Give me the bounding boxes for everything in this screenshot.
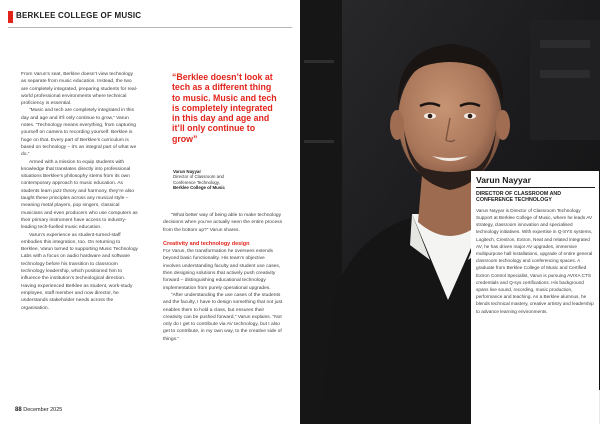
paragraph: For Varun, the transformation he oversees extends beyond basic functionality. His team’s objective involves understanding faculty and student use cases, then designing solutions that actively push creativity forward – distinguishing educational technology implementation from purely operational upgrades.: [163, 249, 281, 291]
quote-organisation: Berklee College of Music: [173, 185, 225, 191]
paragraph: Armed with a mission to equip students with knowledge that translates directly into professional situations Berklee’s philosophy stems from its own contemporary approach to music education. As students learn jazz theory and harmony, they’re also taught these principles across any musical style – meaning metal players, pop singers, classical musicians and even producers who use computers as their primary instrument have access to industry-leading tech-fuelled music education.: [21, 159, 138, 231]
issue-date: December 2025: [23, 407, 63, 413]
paragraph: From Varun’s seat, Berklee doesn’t view technology as separate from music education. Instead, the two are completely integrated, preparing students for real-world professional environments where technical proficiency is essential.: [21, 72, 138, 107]
subheading: Creativity and technology design: [163, 240, 250, 247]
paragraph: “What better way of being able to make technology decisions when you’ve actually seen the entire process from the bottom up?” Varun shares.: [163, 213, 283, 233]
pull-quote: “Berklee doesn’t look at tech as a different thing to music. Music and tech is completely integrated in this day and age and it’ll only continue to grow”: [172, 72, 277, 144]
paragraph: Varun’s experience as student-turned-staff embodies this integration, too. On returning to Berklee, Varun turned to supporting Music Technology Labs with a focus on audio hardware and software technology before his transition to classroom technology leadership, which positioned him to influence the institution’s technological direction. Having experienced Berklee as student, work-study employee, staff member and now director, he understands stakeholder needs across the organisation.: [21, 232, 138, 311]
header-rule: [8, 27, 292, 28]
quote-name: Varun Nayyar: [173, 169, 202, 174]
section-color-bar: [8, 11, 13, 23]
article-column-1: [21, 71, 139, 312]
paragraph: “After understanding the use cases of the students and the faculty, I have to design something that not just enables them to hold a class, but ensures their creativity can be pushed forward,” Varun explains. “Not only do I get to contribute via AV technology, but I also get to contribute, in my own way, to the creative side of things.”: [163, 292, 283, 342]
pull-quote-attribution: [173, 169, 283, 191]
bio-role: DIRECTOR OF CLASSROOM AND CONFERENCE TECHNOLOGY: [476, 191, 562, 204]
bio-divider: [476, 187, 595, 188]
bio-card: [471, 171, 599, 424]
quote-role-line-2: Conference Technology,: [173, 179, 220, 185]
section-header: BERKLEE COLLEGE OF MUSIC: [16, 11, 142, 20]
quote-role-line-1: Director of Classroom and: [173, 174, 224, 180]
page-number: 88: [15, 407, 22, 413]
bio-text: Varun Nayyar is Director of Classroom Technology Support at Berklee College of Music, where he leads AV strategy, classroom innovation and specialised technology initiatives. With expertise in Q-SYS systems, Logitech, Crestron, Extron, Neat and related integrated AV, he has driven major AV upgrades, immersive multipurpose hall installations, upgrade of entire general classroom technology and conferencing spaces. A graduate from Berklee College of Music and Certified Extron Control Specialist, Varun is pursuing AVIXA CTS credentials and Q-sys certifications. His background spans live sound, recording, music production, performance and teaching. As a Berklee alumnus, he blends technical mastery, creative artistry and leadership to advance learning environments.: [476, 207, 594, 314]
page-folio: [15, 407, 62, 413]
article-column-2: [163, 212, 283, 343]
bio-name: Varun Nayyar: [476, 175, 531, 185]
paragraph: “Music and tech are completely integrated in this day and age and it’ll only continue to grow,” Varun notes. “Technology means everything, from capturing yourself on camera to recording yourself. Berklee is huge on that. Every part of Berklee’s curriculum is based on technology – it’s an integral part of what we do.”: [21, 108, 137, 158]
